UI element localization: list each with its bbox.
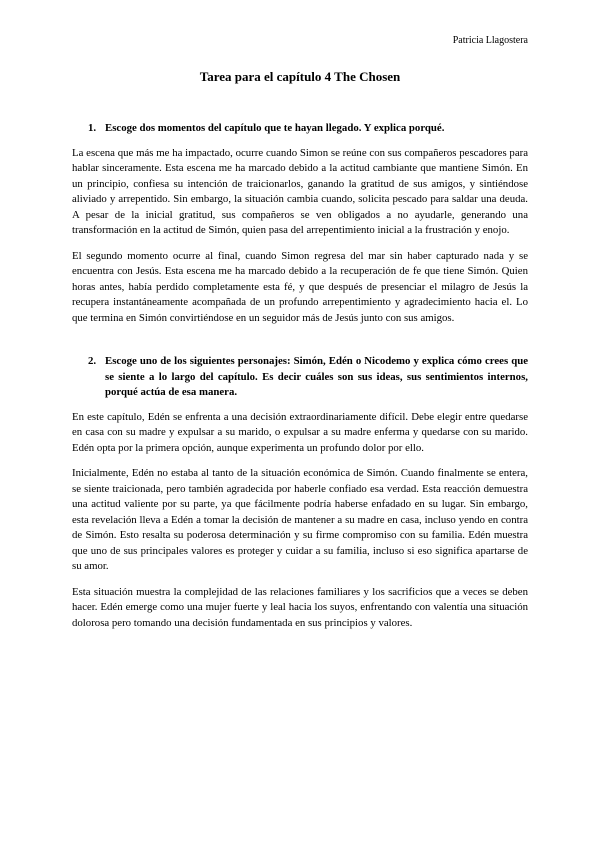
question-1-section [72,121,528,326]
question-1-number: 1. [88,122,97,134]
question-2-paragraph-2: Inicialmente, Edén no estaba al tanto de la situación económica de Simón. Cuando finalmente se entera, se siente traicionada, pero también agradecida por haberle confiado esa verdad. Esta reacción demuestra una actitud valiente por su parte, ya que fácilmente podría haberse enfadado en su lugar. Sin embargo, esta revelación lleva a Edén a tomar la decisión de mantener a su madre en casa, incluso yendo en contra de Simón. Esto resalta su poderosa determinación y su firme compromiso con su familia. Edén muestra que uno de sus principales valores es proteger y cuidar a su familia, incluso si eso significa apartarse de su amor. [72,467,528,572]
document-title: Tarea para el capítulo 4 The Chosen [199,69,401,84]
question-1-prompt: Escoge dos momentos del capítulo que te hayan llegado. Y explica porqué. [105,122,445,134]
question-2-number: 2. [88,355,97,367]
question-2-paragraph-1: En este capítulo, Edén se enfrenta a una decisión extraordinariamente difícil. Debe elegir entre quedarse en casa con su madre y expulsar a su marido, o expulsar a su madre enferma y quedarse con su marido. Edén opta por la primera opción, aunque experimenta un profundo dolor por ello. [72,410,528,454]
question-1-paragraph-2: El segundo momento ocurre al final, cuando Simon regresa del mar sin haber capturado nada y se encuentra con Jesús. Esta escena me ha marcado debido a la recuperación de fe que tiene Simón. Quien horas antes, había perdido completamente esta fé, y que después de presenciar el milagro de Jesús la recupera instantáneamente acompañada de un profundo arrepentimiento y agradecimiento hacia el. Lo que termina en Simón convirtiéndose en un seguidor más de Jesús junto con sus amigos. [72,249,528,324]
question-2-paragraph-3: Esta situación muestra la complejidad de las relaciones familiares y los sacrificios que a veces se deben hacer. Edén emerge como una mujer fuerte y leal hacia los suyos, enfrentando con valentía una situación dolorosa pero tomando una decisión fundamentada en sus principios y valores. [72,585,528,629]
question-2-section [72,354,528,631]
question-1-paragraph-1: La escena que más me ha impactado, ocurre cuando Simon se reúne con sus compañeros pescadores para hablar sinceramente. Esta escena me ha marcado debido a la actitud cambiante que mantiene Simón. En un principio, confiesa su intención de traicionarlos, ganando la gratitud de sus amigos, y sintiéndose aliviado y arrepentido. Sin embargo, la situación cambia cuando, solicita pescado para saldar una deuda. A pesar de la inicial gratitud, sus compañeros se ven obligados a no ayudarle, generando una transformación en la actitud de Simón, quien pasa del arrepentimiento inicial a la frustración y enojo. [72,146,528,236]
author-name: Patricia Llagostera [452,35,528,46]
question-2-prompt: Escoge uno de los siguientes personajes: Simón, Edén o Nicodemo y explica cómo crees que se siente a lo largo del capítulo. Es decir cuáles son sus ideas, sus sentimientos internos, porqué actúa de esa manera. [105,355,528,398]
question-1-heading [88,121,528,137]
question-2-heading [88,354,528,401]
